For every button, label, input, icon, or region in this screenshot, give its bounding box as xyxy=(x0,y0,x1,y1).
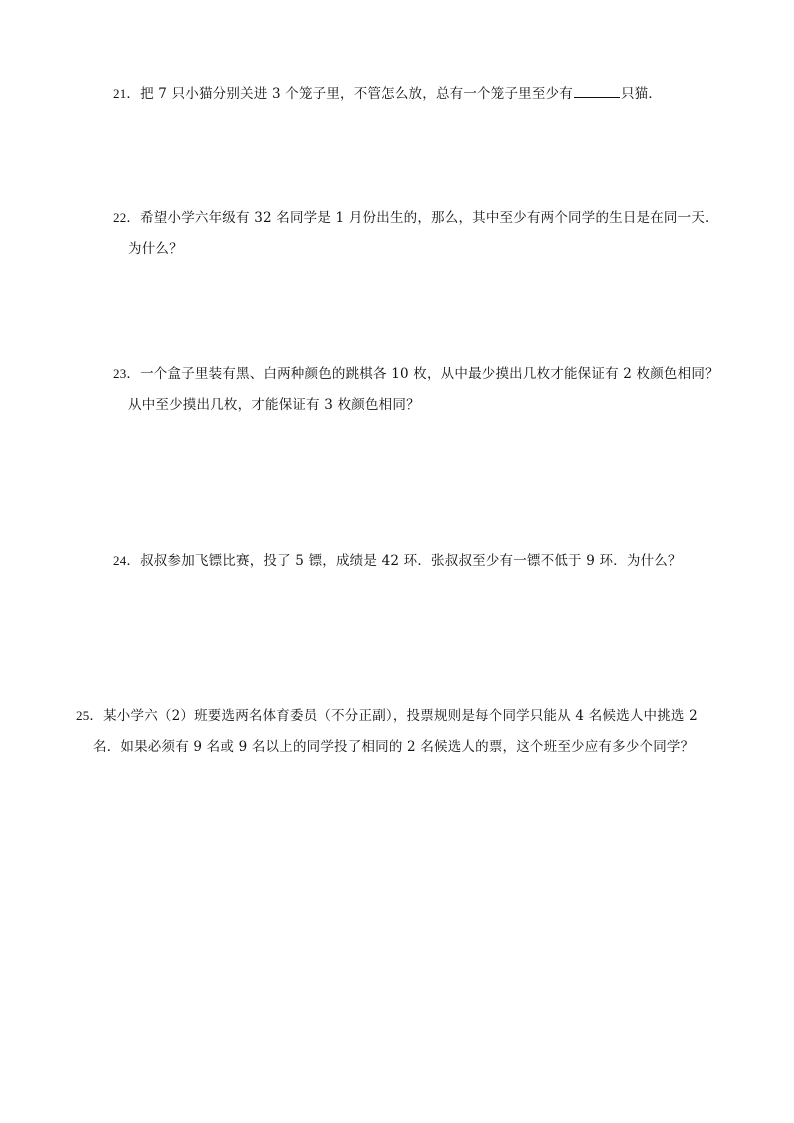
question-number: 21 xyxy=(113,86,127,101)
answer-blank[interactable] xyxy=(574,83,620,98)
question-25-line-2 xyxy=(93,737,694,757)
question-number: 22 xyxy=(113,210,127,225)
question-number: 25 xyxy=(76,708,90,723)
question-text: ．叔叔参加飞镖比赛，投了 5 镖，成绩是 42 环．张叔叔至少有一镖不低于 9 环．为什么？ xyxy=(126,553,682,569)
question-23 xyxy=(113,364,719,384)
question-text: ．某小学六（2）班要选两名体育委员（不分正副），投票规则是每个同学只能从 4 名候选人中挑选 2 xyxy=(89,708,698,724)
question-22 xyxy=(113,208,719,228)
question-text: 为什么？ xyxy=(128,241,183,257)
question-text: ．把 7 只小猫分别关进 3 个笼子里，不管怎么放，总有一个笼子里至少有 xyxy=(126,86,573,102)
question-25 xyxy=(76,706,698,726)
question-23-line-2 xyxy=(128,395,420,415)
question-text: 名．如果必须有 9 名或 9 名以上的同学投了相同的 2 名候选人的票，这个班至少应有多少个同学？ xyxy=(93,739,695,755)
question-text: ．希望小学六年级有 32 名同学是 1 月份出生的，那么，其中至少有两个同学的生日是在同一天． xyxy=(126,210,719,226)
question-22-line-2 xyxy=(128,239,183,259)
question-21 xyxy=(113,83,662,104)
question-number: 23 xyxy=(113,366,127,381)
question-text: ．一个盒子里装有黑、白两种颜色的跳棋各 10 枚，从中最少摸出几枚才能保证有 2 枚颜色相同？ xyxy=(126,366,719,382)
question-text-tail: 只猫． xyxy=(620,86,663,102)
question-24 xyxy=(113,551,682,571)
question-number: 24 xyxy=(113,553,127,568)
question-text: 从中至少摸出几枚，才能保证有 3 枚颜色相同？ xyxy=(128,397,420,413)
